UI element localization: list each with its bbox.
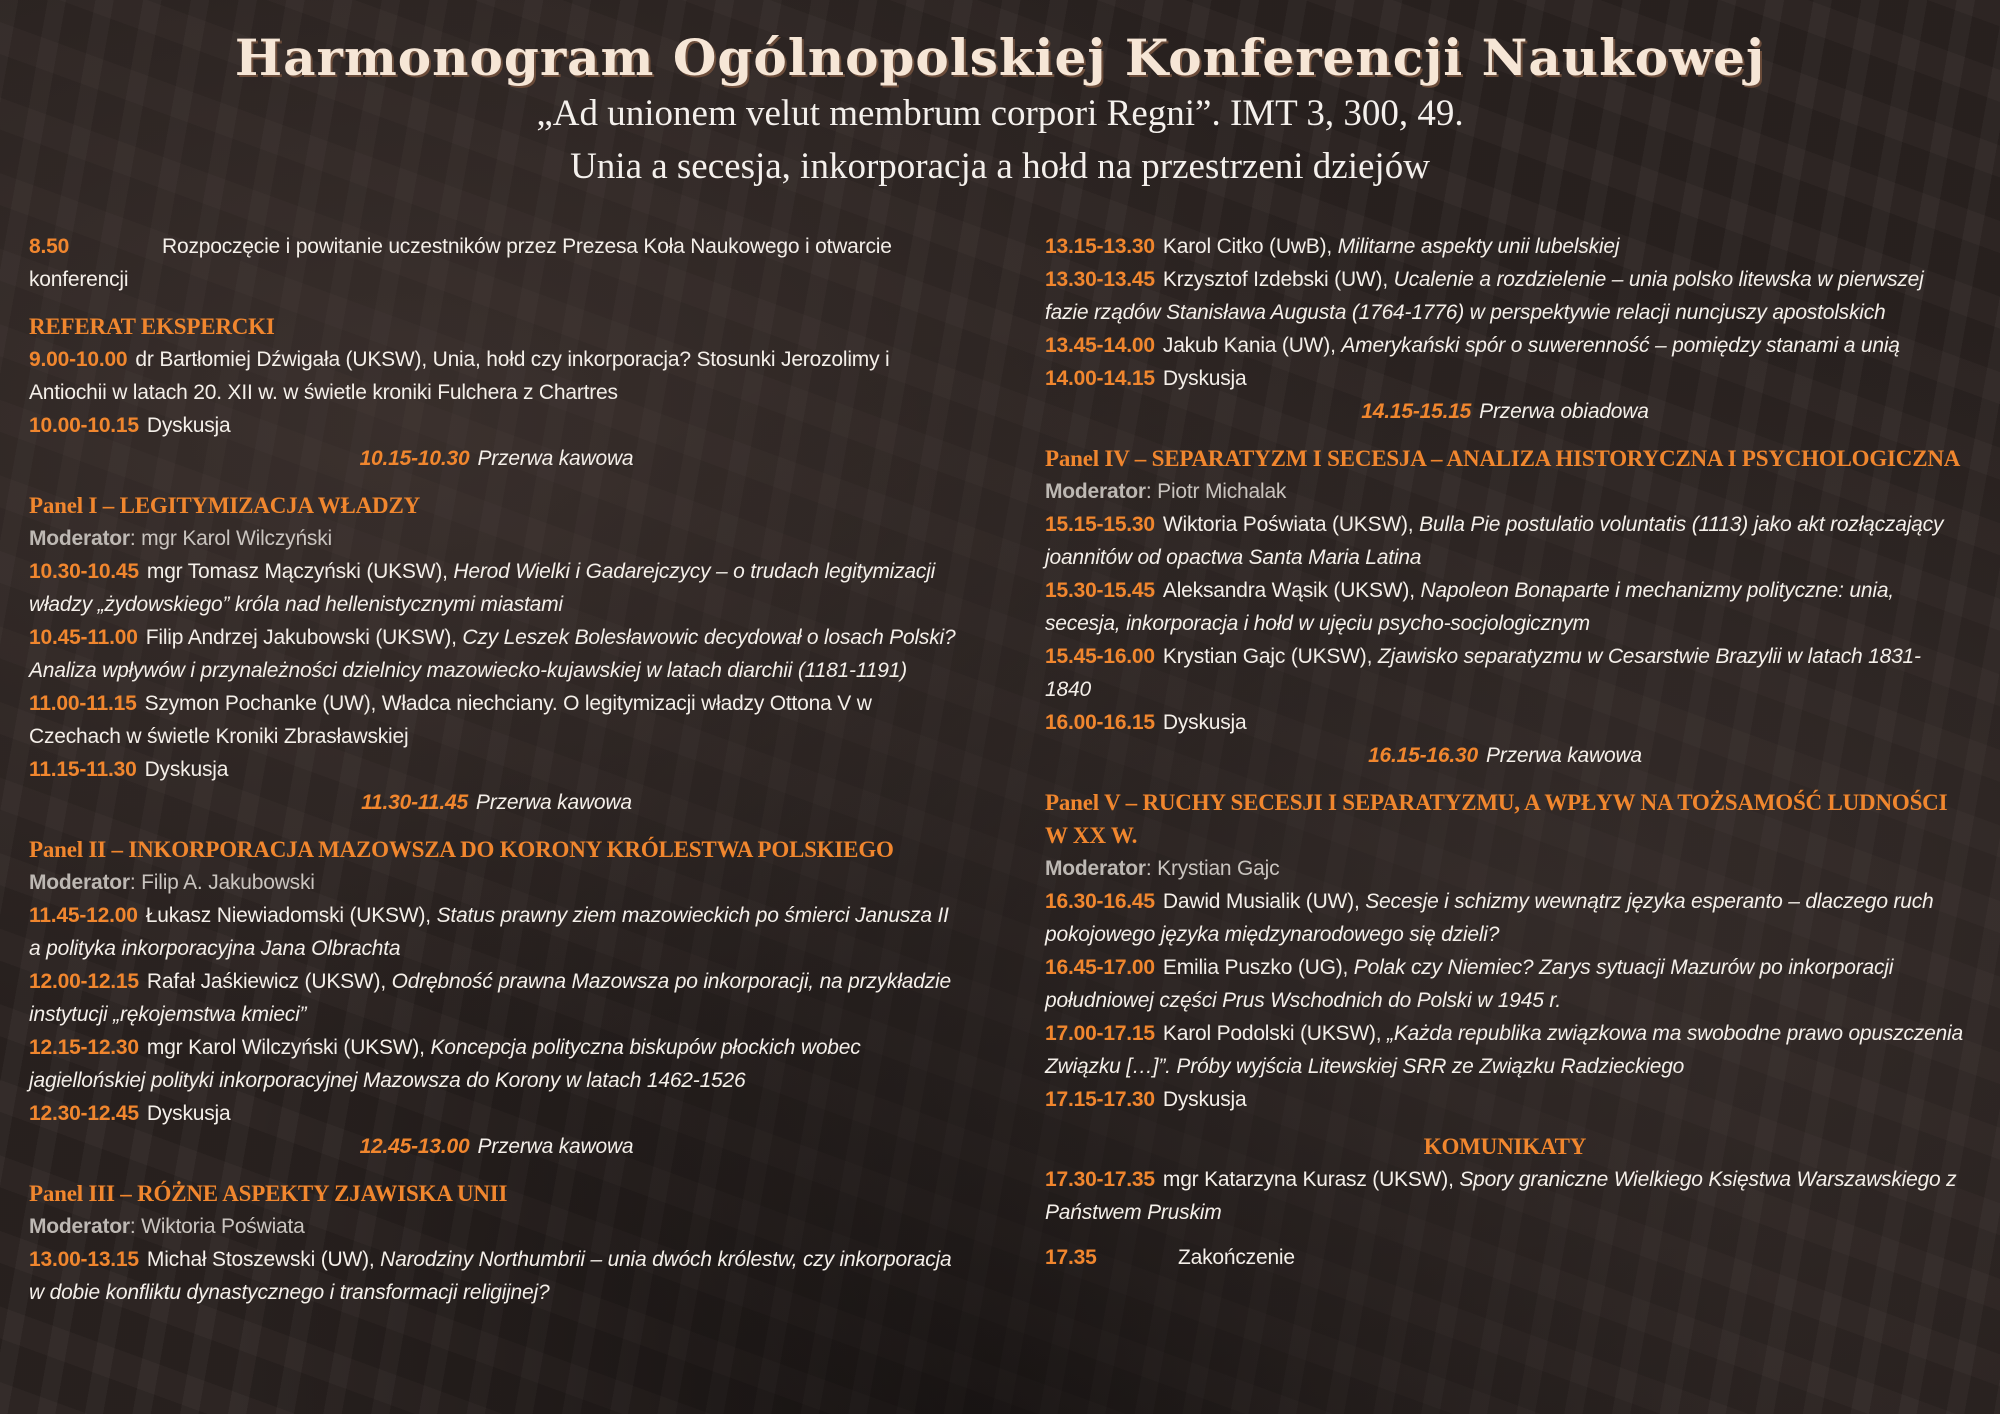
item-speaker: mgr Katarzyna Kurasz (UKSW),: [1162, 1168, 1460, 1191]
moderator-line: [1045, 852, 1965, 885]
moderator-label: Moderator: [29, 1215, 130, 1238]
item-speaker: Wiktoria Poświata (UKSW),: [1162, 513, 1420, 536]
item-speaker: Jakub Kania (UW),: [1162, 334, 1342, 357]
item-talk-title: Ucalenie a rozdzielenie – unia polsko litewska w pierwszej fazie rządów Stanisława Augusta (1764-1776) w perspektywie relacji nuncjuszy apostolskich: [1045, 268, 1924, 324]
item-time: 13.30-13.45: [1045, 268, 1155, 291]
section-heading: Panel II – INKORPORACJA MAZOWSZA DO KORONY KRÓLESTWA POLSKIEGO: [29, 837, 894, 862]
schedule-item: [29, 1097, 964, 1130]
item-talk-title: Polak czy Niemiec? Zarys sytuacji Mazurów po inkorporacji południowej części Prus Wschodnich do Polski w 1945 r.: [1045, 956, 1894, 1012]
schedule-item: [1045, 885, 1965, 951]
schedule-item: [1045, 362, 1965, 395]
item-time: 14.00-14.15: [1045, 367, 1155, 390]
section-heading: Panel IV – SEPARATYZM I SECESJA – ANALIZA HISTORYCZNA I PSYCHOLOGICZNA: [1045, 446, 1961, 471]
item-talk-title: Koncepcja polityczna biskupów płockich wobec jagiellońskiej polityki inkorporacyjnej Mazowsza do Korony w latach 1462-1526: [29, 1036, 861, 1092]
break-item: [1045, 739, 1965, 772]
schedule-item: [29, 555, 964, 621]
break-label: Przerwa obiadowa: [1479, 400, 1649, 423]
break-time: 16.15-16.30: [1368, 744, 1478, 767]
item-speaker: Dyskusja: [1162, 367, 1247, 390]
item-time: 10.30-10.45: [29, 560, 139, 583]
break-item: [29, 442, 964, 475]
schedule-item: [1045, 574, 1965, 640]
item-talk-title: „Każda republika związkowa ma swobodne prawo opuszczenia Związku […]”. Próby wyjścia Litewskiej SRR ze Związku Radzieckiego: [1045, 1022, 1963, 1078]
break-label: Przerwa kawowa: [1485, 744, 1642, 767]
item-speaker: mgr Karol Wilczyński (UKSW),: [146, 1036, 431, 1059]
schedule-left-column: [29, 230, 964, 1309]
item-speaker: Filip Andrzej Jakubowski (UKSW),: [145, 626, 463, 649]
schedule-item: [1045, 1017, 1965, 1083]
item-talk-title: Herod Wielki i Gadarejczycy – o trudach legitymizacji władzy „żydowskiego” króla nad hellenistycznymi miastami: [29, 560, 936, 616]
moderator-name: : Wiktoria Poświata: [129, 1215, 305, 1238]
break-label: Przerwa kawowa: [477, 447, 634, 470]
schedule-item: [29, 965, 964, 1031]
item-speaker: Dyskusja: [1162, 1088, 1247, 1111]
item-talk-title: Status prawny ziem mazowieckich po śmierci Janusza II a polityka inkorporacyjna Jana Olbrachta: [29, 904, 949, 960]
item-speaker: Krzysztof Izdebski (UW),: [1162, 268, 1394, 291]
schedule-item: [29, 343, 964, 409]
item-time: 16.00-16.15: [1045, 711, 1155, 734]
item-speaker: dr Bartłomiej Dźwigała (UKSW), Unia, hołd czy inkorporacja? Stosunki Jerozolimy i Antiochii w latach 20. XII w. w świetle kroniki Fulchera z Chartres: [29, 348, 890, 404]
section-heading: REFERAT EKSPERCKI: [29, 314, 275, 339]
schedule-item: [1045, 329, 1965, 362]
schedule-item: [1045, 263, 1965, 329]
item-time: 17.30-17.35: [1045, 1168, 1155, 1191]
item-time: 13.15-13.30: [1045, 235, 1155, 258]
moderator-line: [29, 1210, 964, 1243]
item-time: 17.00-17.15: [1045, 1022, 1155, 1045]
moderator-name: : Piotr Michalak: [1145, 480, 1287, 503]
subtitle-theme: Unia a secesja, inkorporacja a hołd na przestrzeni dziejów: [570, 146, 1430, 187]
moderator-line: [29, 866, 964, 899]
item-time: 13.45-14.00: [1045, 334, 1155, 357]
moderator-name: : mgr Karol Wilczyński: [129, 527, 332, 550]
item-speaker: Aleksandra Wąsik (UKSW),: [1162, 579, 1421, 602]
break-label: Przerwa kawowa: [477, 1135, 634, 1158]
item-talk-title: Zjawisko separatyzmu w Cesarstwie Brazylii w latach 1831-1840: [1045, 645, 1921, 701]
item-time: 17.15-17.30: [1045, 1088, 1155, 1111]
item-time: 12.00-12.15: [29, 970, 139, 993]
item-time: 15.45-16.00: [1045, 645, 1155, 668]
moderator-name: : Krystian Gajc: [1145, 857, 1280, 880]
schedule-item: [29, 753, 964, 786]
item-speaker: Dyskusja: [146, 414, 231, 437]
item-talk-title: Spory graniczne Wielkiego Księstwa Warszawskiego z Państwem Pruskim: [1045, 1168, 1957, 1224]
break-label: Przerwa kawowa: [475, 791, 632, 814]
item-time: 17.35: [1045, 1246, 1097, 1269]
break-time: 12.45-13.00: [359, 1135, 470, 1158]
item-time: 9.00-10.00: [29, 348, 128, 371]
moderator-name: : Filip A. Jakubowski: [129, 871, 315, 894]
schedule-item: [29, 687, 964, 753]
item-talk-title: Czy Leszek Bolesławowic decydował o losach Polski? Analiza wpływów i przynależności dzielnicy mazowiecko-kujawskiej w latach diarchii (1181-1191): [29, 626, 956, 682]
item-time: 15.15-15.30: [1045, 513, 1155, 536]
item-speaker: mgr Tomasz Mączyński (UKSW),: [146, 560, 454, 583]
schedule-item: [1045, 1163, 1965, 1229]
item-time: 10.00-10.15: [29, 414, 139, 437]
section-heading: Panel III – RÓŻNE ASPEKTY ZJAWISKA UNII: [29, 1181, 508, 1206]
item-talk-title: Militarne aspekty unii lubelskiej: [1337, 235, 1620, 258]
subtitle-quote: „Ad unionem velut membrum corpori Regni”. IMT 3, 300, 49.: [536, 93, 1464, 134]
item-speaker: Michał Stoszewski (UW),: [146, 1248, 381, 1271]
item-time: 16.30-16.45: [1045, 890, 1155, 913]
item-speaker: Karol Citko (UwB),: [1162, 235, 1338, 258]
item-speaker: Dawid Musialik (UW),: [1162, 890, 1366, 913]
item-time: 12.30-12.45: [29, 1102, 139, 1125]
schedule-right-column: [1045, 230, 1965, 1274]
item-talk-title: Bulla Pie postulatio voluntatis (1113) jako akt rozłączający joannitów od opactwa Santa Maria Latina: [1045, 513, 1944, 569]
schedule-item: [1045, 706, 1965, 739]
item-time: 10.45-11.00: [29, 626, 138, 649]
break-time: 11.30-11.45: [361, 791, 468, 814]
break-item: [29, 786, 964, 819]
item-speaker: Emilia Puszko (UG),: [1162, 956, 1354, 979]
item-speaker: Rozpoczęcie i powitanie uczestników przez Prezesa Koła Naukowego i otwarcie konferencji: [29, 235, 892, 291]
item-time: 12.15-12.30: [29, 1036, 139, 1059]
item-time: 11.45-12.00: [29, 904, 138, 927]
item-time: 15.30-15.45: [1045, 579, 1155, 602]
section-heading: KOMUNIKATY: [1423, 1134, 1587, 1159]
schedule-item: [29, 621, 964, 687]
moderator-label: Moderator: [1045, 857, 1146, 880]
schedule-item: [1045, 1083, 1965, 1116]
item-time: 16.45-17.00: [1045, 956, 1155, 979]
item-time: 11.15-11.30: [29, 758, 137, 781]
item-talk-title: Secesje i schizmy wewnątrz języka esperanto – dlaczego ruch pokojowego języka międzynarodowego się dzieli?: [1045, 890, 1934, 946]
schedule-item: [1045, 640, 1965, 706]
schedule-item: [1045, 230, 1965, 263]
item-speaker: Rafał Jaśkiewicz (UKSW),: [146, 970, 392, 993]
item-speaker: Zakończenie: [1178, 1246, 1295, 1269]
item-talk-title: Amerykański spór o suwerenność – pomiędzy stanami a unią: [1341, 334, 1900, 357]
section-heading: Panel V – RUCHY SECESJI I SEPARATYZMU, A WPŁYW NA TOŻSAMOŚĆ LUDNOŚCI W XX W.: [1045, 790, 1948, 848]
item-speaker: Karol Podolski (UKSW),: [1162, 1022, 1388, 1045]
item-talk-title: Odrębność prawna Mazowsza po inkorporacji, na przykładzie instytucji „rękojemstwa kmieci”: [29, 970, 951, 1026]
item-speaker: Łukasz Niewiadomski (UKSW),: [145, 904, 437, 927]
item-speaker: Dyskusja: [1162, 711, 1247, 734]
item-speaker: Dyskusja: [144, 758, 229, 781]
item-talk-title: Napoleon Bonaparte i mechanizmy polityczne: unia, secesja, inkorporacja i hołd w ujęciu psycho-socjologicznym: [1045, 579, 1894, 635]
item-talk-title: Narodziny Northumbrii – unia dwóch królestw, czy inkorporacja w dobie konfliktu dynastycznego i transformacji religijnej?: [29, 1248, 952, 1304]
schedule-item: [29, 899, 964, 965]
moderator-line: [1045, 475, 1965, 508]
break-item: [29, 1130, 964, 1163]
page-title: Harmonogram Ogólnopolskiej Konferencji Naukowej: [234, 28, 1766, 87]
item-speaker: Dyskusja: [146, 1102, 231, 1125]
moderator-label: Moderator: [29, 871, 130, 894]
section-heading: Panel I – LEGITYMIZACJA WŁADZY: [29, 493, 421, 518]
moderator-line: [29, 522, 964, 555]
schedule-item: [29, 230, 964, 296]
schedule-item: [1045, 508, 1965, 574]
schedule-item: [29, 1031, 964, 1097]
item-time: 13.00-13.15: [29, 1248, 139, 1271]
schedule-item: [29, 409, 964, 442]
break-item: [1045, 395, 1965, 428]
moderator-label: Moderator: [29, 527, 130, 550]
schedule-item: [1045, 1241, 1965, 1274]
item-time: 11.00-11.15: [29, 692, 137, 715]
item-time: 8.50: [29, 235, 70, 258]
moderator-label: Moderator: [1045, 480, 1146, 503]
item-speaker: Krystian Gajc (UKSW),: [1162, 645, 1378, 668]
item-speaker: Szymon Pochanke (UW), Władca niechciany. O legitymizacji władzy Ottona V w Czechach w świetle Kroniki Zbrasławskiej: [29, 692, 872, 748]
break-time: 14.15-15.15: [1361, 400, 1472, 423]
schedule-item: [29, 1243, 964, 1309]
break-time: 10.15-10.30: [359, 447, 470, 470]
schedule-item: [1045, 951, 1965, 1017]
